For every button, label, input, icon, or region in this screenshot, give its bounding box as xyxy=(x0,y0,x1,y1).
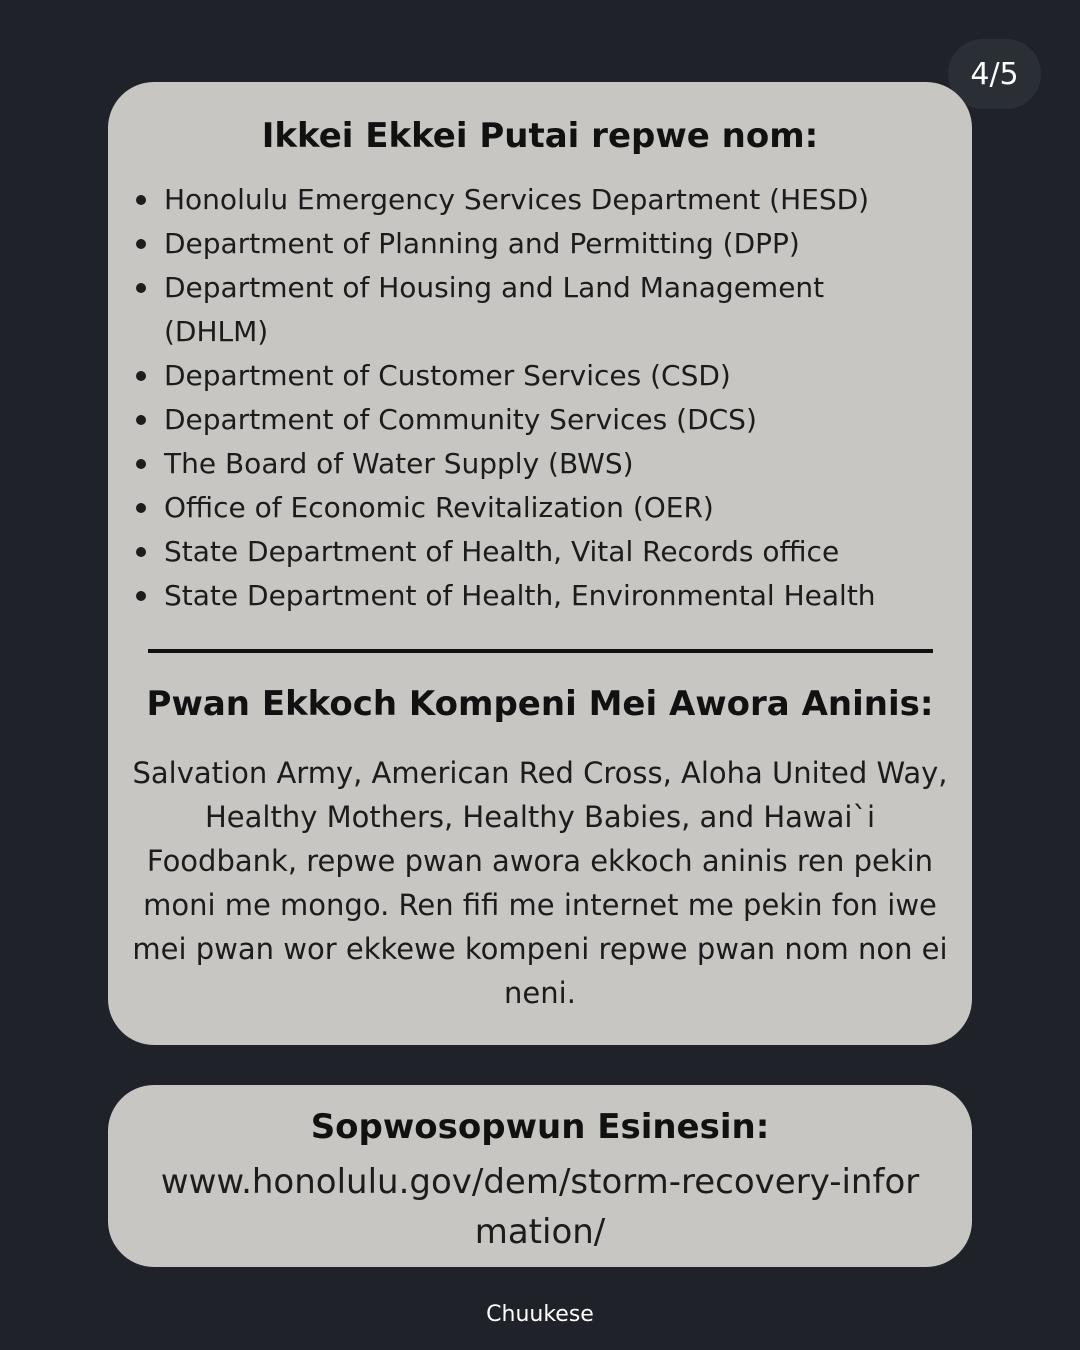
page-indicator: 4/5 xyxy=(948,39,1041,109)
list-item xyxy=(134,442,964,486)
agency-name: Office of Economic Revitalization (OER) xyxy=(164,491,714,524)
list-item xyxy=(134,530,964,574)
agency-name: Department of Customer Services (CSD) xyxy=(164,359,731,392)
partners-description: Salvation Army, American Red Cross, Aloha United Way, Healthy Mothers, Healthy Babies, and Hawai`i Foodbank, repwe pwan awora ekkoch aninis ren pekin moni me mongo. Ren fifi me internet me pekin fon iwe mei pwan wor ekkewe kompeni repwe pwan nom non ei neni. xyxy=(132,756,948,1010)
list-item xyxy=(134,354,964,398)
more-info-card xyxy=(108,1085,972,1267)
section-divider xyxy=(148,649,933,653)
agency-name: Department of Planning and Permitting (DPP) xyxy=(164,227,800,260)
list-item xyxy=(134,178,964,222)
bullet-icon xyxy=(136,591,146,601)
bullet-icon xyxy=(136,459,146,469)
list-item xyxy=(134,266,884,354)
partners-title: Pwan Ekkoch Kompeni Mei Awora Aninis: xyxy=(146,684,934,724)
agencies-card xyxy=(108,82,972,1045)
list-item xyxy=(134,398,964,442)
agency-name: The Board of Water Supply (BWS) xyxy=(164,447,634,480)
agency-name: Department of Community Services (DCS) xyxy=(164,403,757,436)
bullet-icon xyxy=(136,547,146,557)
agency-name: Honolulu Emergency Services Department (HESD) xyxy=(164,183,870,216)
list-item xyxy=(134,574,964,618)
more-info-link[interactable]: www.honolulu.gov/dem/storm-recovery-information/ xyxy=(160,1162,920,1252)
bullet-icon xyxy=(136,283,146,293)
bullet-icon xyxy=(136,195,146,205)
bullet-icon xyxy=(136,371,146,381)
bullet-icon xyxy=(136,415,146,425)
agency-name: State Department of Health, Vital Records office xyxy=(164,535,840,568)
list-item xyxy=(134,222,964,266)
agencies-title: Ikkei Ekkei Putai repwe nom: xyxy=(261,116,819,156)
more-info-title: Sopwosopwun Esinesin: xyxy=(310,1107,770,1147)
bullet-icon xyxy=(136,503,146,513)
list-item xyxy=(134,486,964,530)
agencies-list xyxy=(134,178,964,618)
bullet-icon xyxy=(136,239,146,249)
language-label: Chuukese xyxy=(486,1302,594,1327)
agency-name: State Department of Health, Environmental Health xyxy=(164,579,876,612)
agency-name: Department of Housing and Land Management (DHLM) xyxy=(164,271,825,348)
